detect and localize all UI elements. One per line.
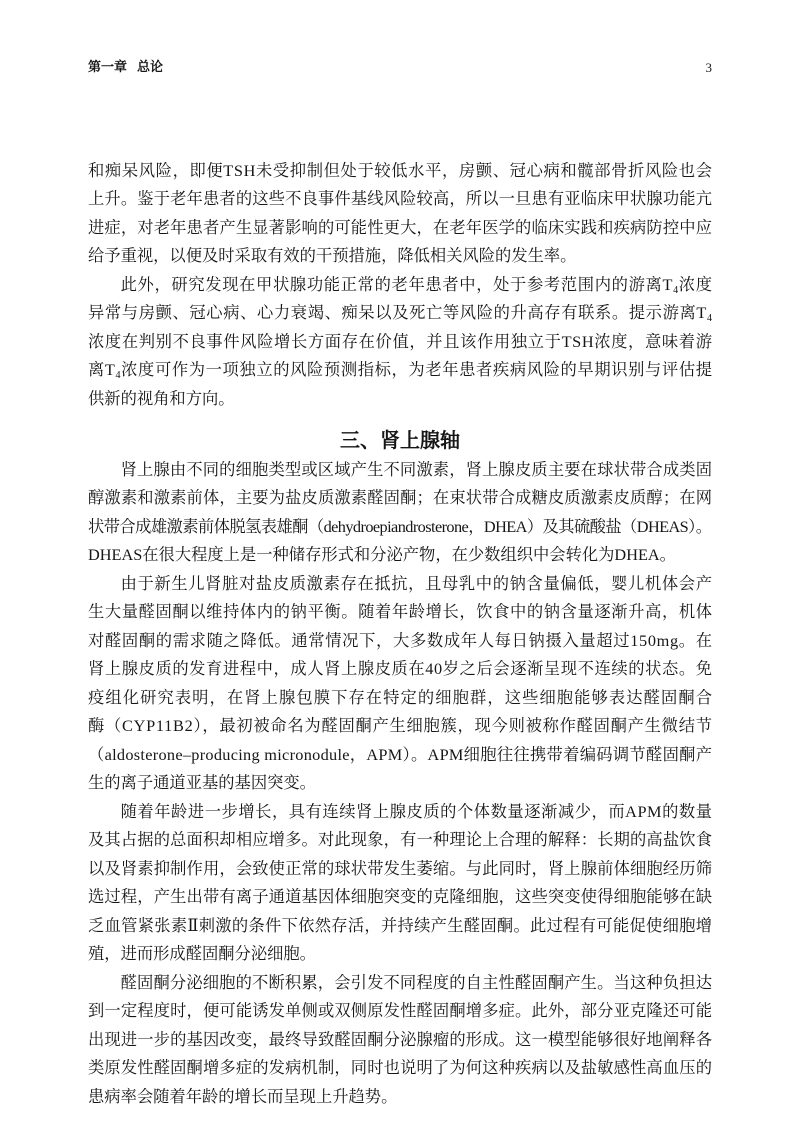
line-text: 给予重视，以便及时采取有效的干预措施，降低相关风险的发生率。 xyxy=(88,246,577,266)
text-line xyxy=(88,541,712,570)
line-text: 到一定程度时，便可能诱发单侧或双侧原发性醛固酮增多症。此外，部分亚克隆还可能 xyxy=(88,1001,713,1021)
text-line xyxy=(88,769,712,798)
paragraph xyxy=(88,157,712,271)
line-text xyxy=(88,299,713,328)
paragraph xyxy=(88,570,712,798)
paragraph xyxy=(88,456,712,570)
section-heading-text: 三、肾上腺轴 xyxy=(340,428,460,453)
paragraph xyxy=(88,969,712,1112)
text-line xyxy=(88,1054,712,1083)
text-line xyxy=(88,1026,712,1055)
line-text xyxy=(88,356,713,385)
text-line xyxy=(88,299,712,328)
line-text: 生大量醛固酮以维持体内的钠平衡。随着年龄增长，饮食中的钠含量逐渐升高，机体 xyxy=(88,602,713,622)
page-number: 3 xyxy=(705,60,712,75)
section-heading xyxy=(88,413,712,456)
line-text: DHEAS在很大程度上是一种储存形式和分泌产物，在少数组织中会转化为DHEA。 xyxy=(88,545,676,565)
text-line xyxy=(88,484,712,513)
line-text: 以及肾素抑制作用，会致使正常的球状带发生萎缩。与此同时，肾上腺前体细胞经历筛 xyxy=(88,858,713,878)
text-line xyxy=(88,1083,712,1112)
text-line xyxy=(88,214,712,243)
line-text: 醇激素和激素前体，主要为盐皮质激素醛固酮；在束状带合成糖皮质激素皮质醇；在网 xyxy=(88,488,713,508)
line-text: 进症，对老年患者产生显著影响的可能性更大，在老年医学的临床实践和疾病防控中应 xyxy=(88,217,713,237)
line-text: 上升。鉴于老年患者的这些不良事件基线风险较高，所以一旦患有亚临床甲状腺功能亢 xyxy=(88,189,713,209)
text-line xyxy=(88,655,712,684)
line-text: 选过程，产生出带有离子通道基因体细胞突变的克隆细胞，这些突变使得细胞能够在缺 xyxy=(88,887,713,907)
subscript: 4 xyxy=(115,370,122,382)
paragraph xyxy=(88,798,712,969)
line-text: 类原发性醛固酮增多症的发病机制，同时也说明了为何这种疾病以及盐敏感性高血压的 xyxy=(88,1058,713,1078)
line-text: 疫组化研究表明，在肾上腺包膜下存在特定的细胞群，这些细胞能够表达醛固酮合 xyxy=(88,687,714,707)
running-header xyxy=(88,58,712,78)
text-line xyxy=(88,712,712,741)
text-line xyxy=(88,741,712,770)
line-text: 出现进一步的基因改变，最终导致醛固酮分泌腺瘤的形成。这一模型能够很好地阐释各 xyxy=(88,1029,713,1049)
text-line xyxy=(88,912,712,941)
line-text: 供新的视角和方向。 xyxy=(88,388,235,408)
text-line xyxy=(88,598,712,627)
line-text: 殖，进而形成醛固酮分泌细胞。 xyxy=(88,944,316,964)
text-line xyxy=(88,826,712,855)
text-line xyxy=(88,456,712,485)
text-line xyxy=(88,242,712,271)
text-line xyxy=(88,185,712,214)
line-text: 酶（CYP11B2），最初被命名为醛固酮产生细胞簇，现今则被称作醛固酮产生微结节 xyxy=(88,716,713,736)
paragraph xyxy=(88,271,712,414)
text-line xyxy=(88,997,712,1026)
text-line xyxy=(88,969,712,998)
text-run: 离T xyxy=(88,360,116,380)
text-line xyxy=(88,627,712,656)
chapter-label: 第一章 xyxy=(88,60,128,75)
line-text: 肾上腺皮质的发育进程中，成人肾上腺皮质在40岁之后会逐渐呈现不连续的状态。免 xyxy=(88,659,713,679)
line-text: 状带合成雄激素前体脱氢表雄酮（dehydroepiandrosterone，DHEA）及其硫酸盐（DHEAS）。 xyxy=(88,516,712,536)
text-line xyxy=(88,385,712,414)
text-run: 浓度 xyxy=(678,274,713,294)
subscript: 4 xyxy=(706,313,713,325)
text-run: 此外，研究发现在甲状腺功能正常的老年患者中，处于参考范围内的游离T xyxy=(120,274,674,294)
line-text: 患病率会随着年龄的增长而呈现上升趋势。 xyxy=(88,1086,398,1106)
line-text: 及其占据的总面积却相应增多。对此现象，有一种理论上合理的解释：长期的高盐饮食 xyxy=(88,830,713,850)
subscript: 4 xyxy=(673,284,679,296)
line-text: （aldosterone–producing micronodule，APM）。APM细胞往往携带着编码调节醛固酮产 xyxy=(88,744,713,764)
line-text: 醛固酮分泌细胞的不断积累，会引发不同程度的自主性醛固酮产生。当这种负担达 xyxy=(120,972,713,992)
line-text: 生的离子通道亚基的基因突变。 xyxy=(88,773,316,793)
text-line xyxy=(88,940,712,969)
line-text: 和痴呆风险，即便TSH未受抑制但处于较低水平，房颤、冠心病和髋部骨折风险也会 xyxy=(88,160,713,180)
text-line xyxy=(88,328,712,357)
chapter-title: 总论 xyxy=(137,60,164,75)
text-line xyxy=(88,855,712,884)
text-line xyxy=(88,157,712,186)
text-line xyxy=(88,684,712,713)
line-text: 对醛固酮的需求随之降低。通常情况下，大多数成年人每日钠摄入量超过150mg。在 xyxy=(88,630,713,650)
body-text xyxy=(88,157,712,1112)
line-text: 浓度在判别不良事件风险增长方面存在价值，并且该作用独立于TSH浓度，意味着游 xyxy=(88,331,713,351)
line-text: 由于新生儿肾脏对盐皮质激素存在抵抗，且母乳中的钠含量偏低，婴儿机体会产 xyxy=(120,573,713,593)
text-line xyxy=(88,798,712,827)
line-text: 肾上腺由不同的细胞类型或区域产生不同激素，肾上腺皮质主要在球状带合成类固 xyxy=(120,459,713,479)
text-run: 异常与房颤、冠心病、心力衰竭、痴呆以及死亡等风险的升高存有联系。提示游离T xyxy=(88,303,707,323)
text-line xyxy=(88,883,712,912)
line-text: 随着年龄进一步增长，具有连续肾上腺皮质的个体数量逐渐减少，而APM的数量 xyxy=(120,801,713,821)
text-line xyxy=(88,570,712,599)
line-text xyxy=(121,271,713,300)
text-line xyxy=(88,271,712,300)
text-line xyxy=(88,513,712,542)
text-run: 浓度可作为一项独立的风险预测指标，为老年患者疾病风险的早期识别与评估提 xyxy=(121,360,713,380)
text-line xyxy=(88,356,712,385)
line-text: 乏血管紧张素Ⅱ刺激的条件下依然存活，并持续产生醛固酮。此过程有可能促使细胞增 xyxy=(88,915,713,935)
